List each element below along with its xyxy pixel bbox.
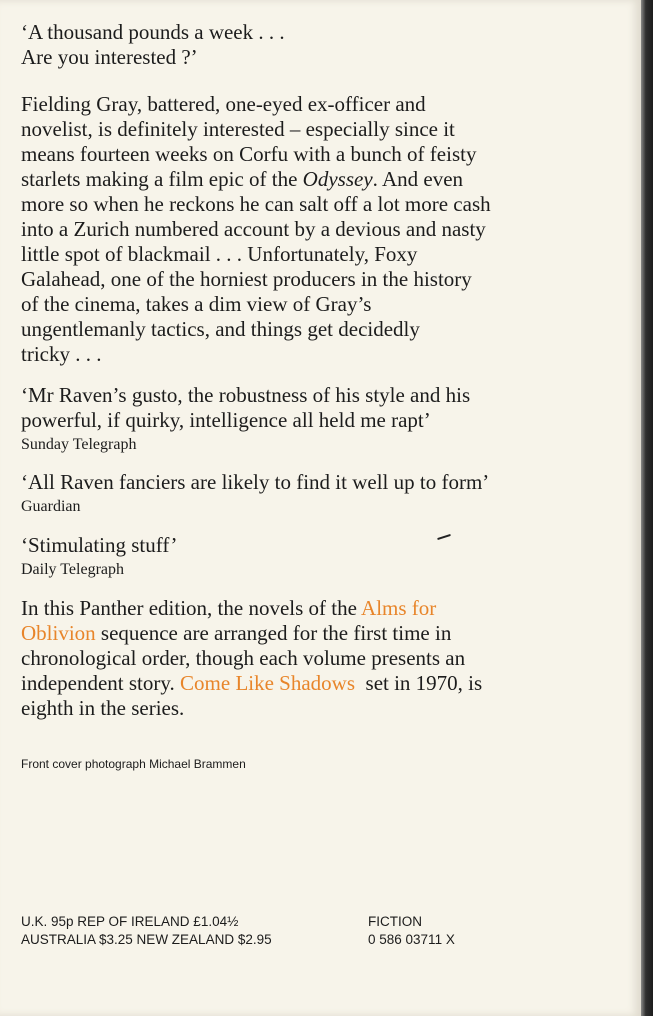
genre-label: FICTION (368, 914, 422, 929)
synopsis-line: into a Zurich numbered account by a devious and nasty (21, 217, 486, 241)
review-quote (21, 470, 625, 495)
synopsis-line: more so when he reckons he can salt off a lot more cash (21, 192, 491, 216)
synopsis-line: means fourteen weeks on Corfu with a bunch of feisty (21, 142, 477, 166)
photo-credit: Front cover photograph Michael Brammen (21, 757, 246, 771)
catalog-block (368, 913, 455, 949)
series-name: Oblivion (21, 621, 96, 645)
price-block (21, 913, 272, 949)
series-note-line: chronological order, though each volume presents an (21, 646, 466, 670)
price-line: U.K. 95p REP OF IRELAND £1.04½ (21, 914, 239, 929)
synopsis-line: Galahead, one of the horniest producers in the history (21, 267, 472, 291)
review-source: Daily Telegraph (21, 561, 124, 578)
review-quote (21, 533, 625, 558)
synopsis-line: of the cinema, takes a dim view of Gray’s (21, 292, 372, 316)
opening-quote-line: ‘A thousand pounds a week . . . (21, 20, 285, 44)
review-quote (21, 383, 625, 433)
opening-quote-line: Are you interested ?’ (21, 45, 198, 69)
series-note-text: sequence are arranged for the first time in (95, 621, 452, 645)
synopsis-line: tricky . . . (21, 342, 102, 366)
series-note-text: set in 1970, is (355, 671, 483, 695)
series-note-text: In this Panther edition, the novels of the (21, 596, 362, 620)
book-title: Come Like Shadows (180, 671, 356, 695)
review-quote-line: powerful, if quirky, intelligence all held me rapt’ (21, 408, 431, 432)
synopsis-line: little spot of blackmail . . . Unfortunately, Foxy (21, 242, 418, 266)
synopsis (21, 92, 625, 367)
price-line: AUSTRALIA $3.25 NEW ZEALAND $2.95 (21, 932, 272, 947)
synopsis-line: novelist, is definitely interested – especially since it (21, 117, 455, 141)
page-edge (641, 0, 653, 1016)
series-note-line (21, 621, 625, 646)
synopsis-line (21, 167, 625, 192)
review-source: Sunday Telegraph (21, 436, 137, 453)
synopsis-text: starlets making a film epic of the (21, 167, 303, 191)
series-name: Alms for (361, 596, 437, 620)
opening-quote (21, 20, 621, 70)
synopsis-text: . And even (372, 167, 464, 191)
series-note-text: independent story. (21, 671, 181, 695)
isbn: 0 586 03711 X (368, 932, 455, 947)
review-quote-line: ‘All Raven fanciers are likely to find it well up to form’ (21, 470, 490, 494)
series-note (21, 596, 625, 721)
review-quote-line: ‘Stimulating stuff’ (21, 533, 178, 557)
synopsis-line: Fielding Gray, battered, one-eyed ex-officer and (21, 92, 426, 116)
series-note-line (21, 671, 625, 696)
review-quote-line: ‘Mr Raven’s gusto, the robustness of his style and his (21, 383, 471, 407)
synopsis-line: ungentlemanly tactics, and things get decidedly (21, 317, 420, 341)
series-note-line (21, 596, 625, 621)
odyssey-title: Odyssey (302, 167, 373, 191)
series-note-line: eighth in the series. (21, 696, 185, 720)
review-source: Guardian (21, 498, 81, 515)
